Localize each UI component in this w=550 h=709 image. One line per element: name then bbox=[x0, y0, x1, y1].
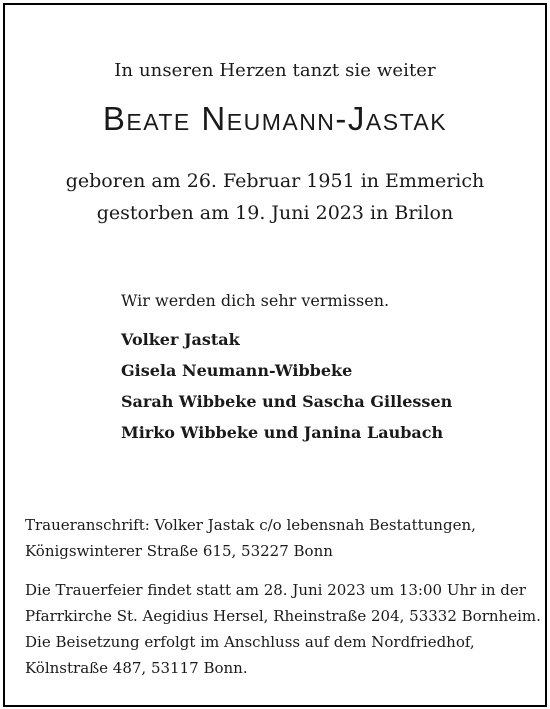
ceremony-line: Die Beisetzung erfolgt im Anschluss auf dem Nordfriedhof, bbox=[25, 633, 475, 651]
mourning-address bbox=[25, 512, 476, 564]
mourner-name: Volker Jastak bbox=[121, 330, 240, 349]
deceased-name: Beate Neumann-Jastak bbox=[102, 100, 448, 137]
mourner-name: Sarah Wibbeke und Sascha Gillessen bbox=[121, 392, 453, 411]
mourners-list bbox=[121, 330, 452, 454]
death-line: gestorben am 19. Juni 2023 in Brilon bbox=[96, 202, 454, 224]
address-line: Königswinterer Straße 615, 53227 Bonn bbox=[25, 542, 333, 560]
ceremony-line: Pfarrkirche St. Aegidius Hersel, Rheinstraße 204, 53332 Bornheim. bbox=[25, 607, 541, 625]
farewell-text: Wir werden dich sehr vermissen. bbox=[121, 291, 390, 310]
mourner-name: Mirko Wibbeke und Janina Laubach bbox=[121, 423, 444, 442]
birth-line: geboren am 26. Februar 1951 in Emmerich bbox=[65, 170, 485, 192]
ceremony-line: Kölnstraße 487, 53117 Bonn. bbox=[25, 659, 248, 677]
ceremony-details bbox=[25, 577, 541, 681]
mourner-name: Gisela Neumann-Wibbeke bbox=[121, 361, 353, 380]
motto: In unseren Herzen tanzt sie weiter bbox=[114, 60, 436, 81]
ceremony-line: Die Trauerfeier findet statt am 28. Juni 2023 um 13:00 Uhr in der bbox=[25, 581, 526, 599]
address-line: Traueranschrift: Volker Jastak c/o lebensnah Bestattungen, bbox=[25, 516, 476, 534]
